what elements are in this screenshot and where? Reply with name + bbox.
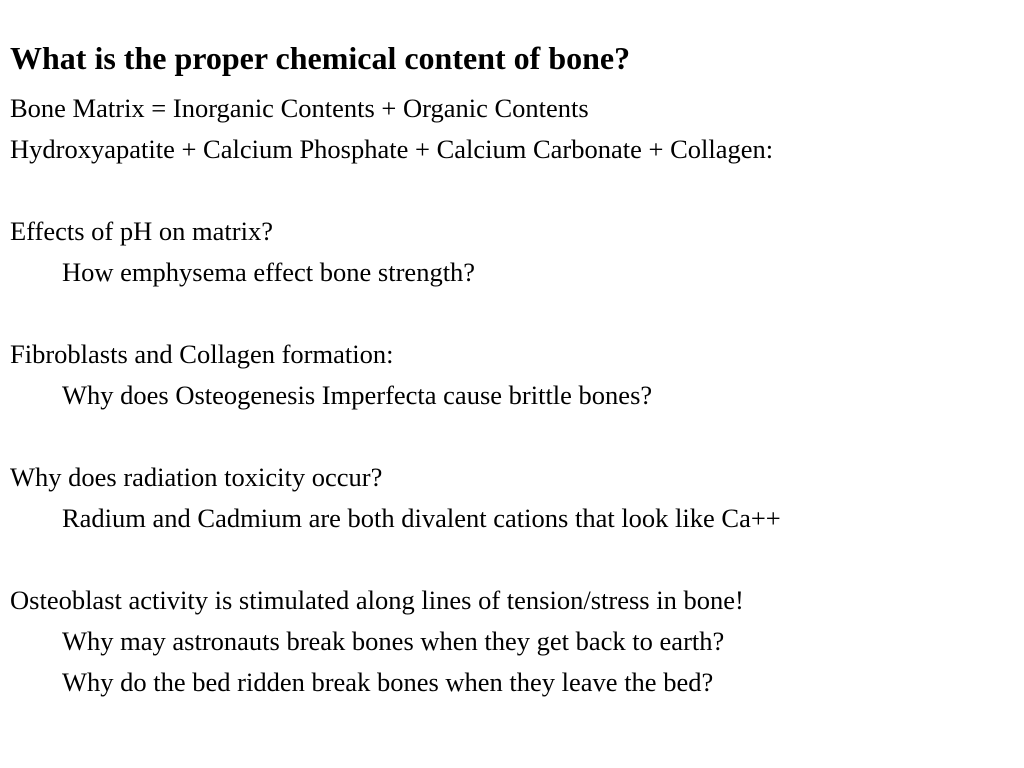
blank-line (10, 416, 1014, 457)
body-line-osteoblast: Osteoblast activity is stimulated along lines of tension/stress in bone! (10, 585, 744, 615)
body-line-fibroblasts: Fibroblasts and Collagen formation: (10, 339, 394, 369)
sub-line-emphysema: How emphysema effect bone strength? (62, 257, 476, 287)
sub-line-osteogenesis: Why does Osteogenesis Imperfecta cause brittle bones? (62, 380, 653, 410)
slide-title: What is the proper chemical content of bone? (10, 40, 631, 76)
sub-line-bed-ridden: Why do the bed ridden break bones when they leave the bed? (62, 667, 714, 697)
blank-line (10, 539, 1014, 580)
sub-line-radium-cadmium: Radium and Cadmium are both divalent cations that look like Ca++ (62, 503, 781, 533)
body-line-ph-effects: Effects of pH on matrix? (10, 216, 273, 246)
sub-line-astronauts: Why may astronauts break bones when they get back to earth? (62, 626, 725, 656)
blank-line (10, 170, 1014, 211)
body-line-bone-matrix: Bone Matrix = Inorganic Contents + Organic Contents (10, 93, 589, 123)
body-line-hydroxyapatite: Hydroxyapatite + Calcium Phosphate + Calcium Carbonate + Collagen: (10, 134, 774, 164)
blank-line (10, 293, 1014, 334)
body-line-radiation: Why does radiation toxicity occur? (10, 462, 383, 492)
slide (10, 38, 1014, 703)
